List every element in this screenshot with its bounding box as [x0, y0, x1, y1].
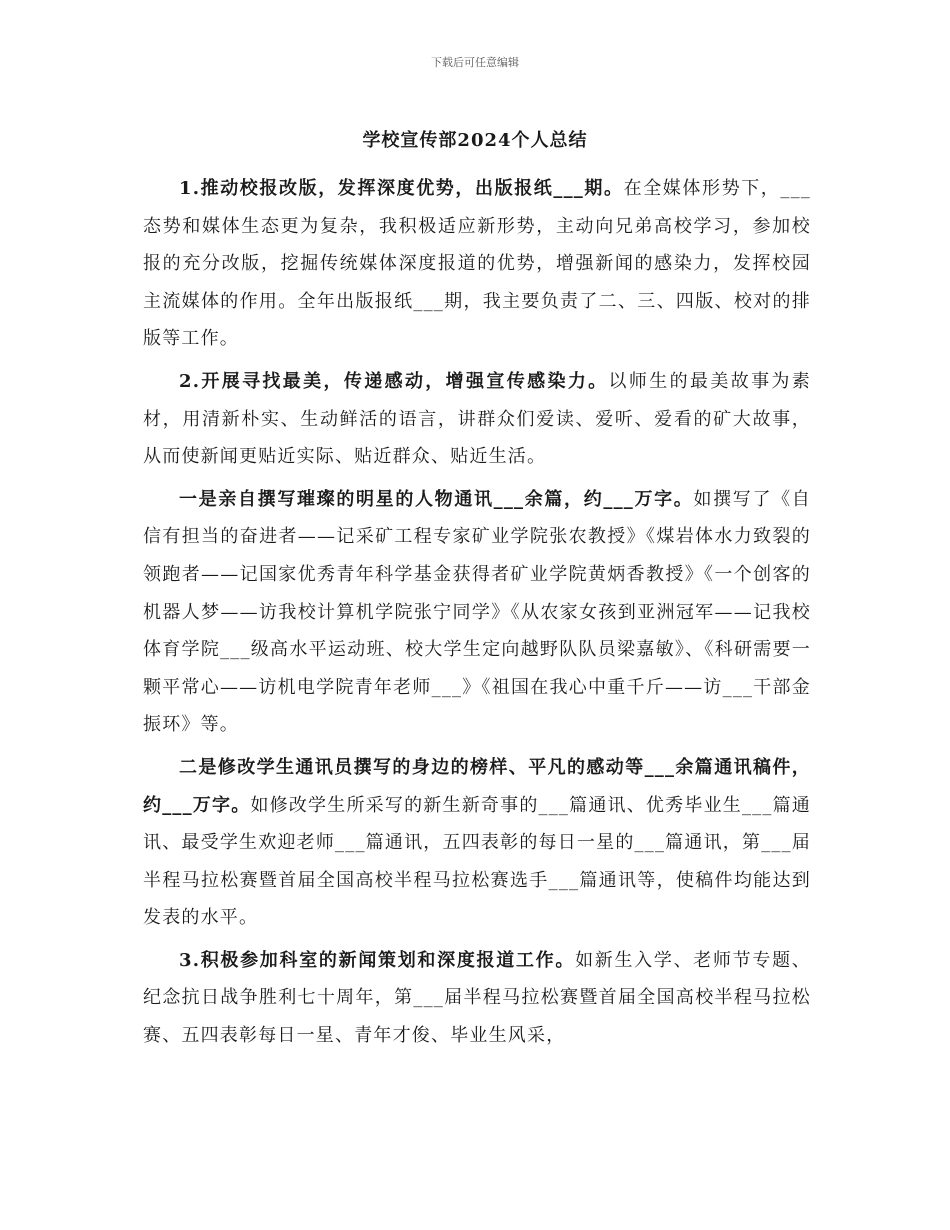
- paragraph-lead: 2.开展寻找最美，传递感动，增强宣传感染力。: [179, 370, 609, 392]
- header-note: 下载后可任意编辑: [431, 56, 519, 69]
- paragraph-lead: 一是亲自撰写璀璨的明星的人物通讯___余篇，约___万字。: [179, 488, 694, 510]
- paragraph-text: 以师生的最美故事为素材，用清新朴实、生动鲜活的语言，讲群众们爱读、爱听、爱看的矿大故事，从而使新闻更贴近实际、贴近群众、贴近生活。: [143, 370, 811, 468]
- paragraph-text: 如撰写了《自信有担当的奋进者——记采矿工程专家矿业学院张农教授》《煤岩体水力致裂的领跑者——记国家优秀青年科学基金获得者矿业学院黄炳香教授》《一个创客的机器人梦——访我校计算机学院张宁同学》《从农家女孩到亚洲冠军——记我校体育学院___级高水平运动班、校大学生定向越野队队员梁嘉敏》、《科研需要一颗平常心——访机电学院青年老师___》《祖国在我心中重千斤——访___干部金振环》等。: [143, 488, 811, 736]
- paragraph: [143, 481, 811, 744]
- paragraph: [143, 749, 811, 937]
- paragraph-lead: 3.积极参加科室的新闻策划和深度报道工作。: [179, 949, 576, 971]
- paragraph-lead: 1.推动校报改版，发挥深度优势，出版报纸___期。: [179, 178, 624, 199]
- document-title: 学校宣传部2024个人总结: [362, 130, 588, 151]
- paragraph-text: 如修改学生所采写的新生新奇事的___篇通讯、优秀毕业生___篇通讯、最受学生欢迎老师___篇通讯，五四表彰的每日一星的___篇通讯，第___届半程马拉松赛暨首届全国高校半程马拉松赛选手___篇通讯等，使稿件均能达到发表的水平。: [143, 794, 811, 929]
- paragraph-lead: 二是修改学生通讯员撰写的身边的榜样、平凡的感动等___余篇通讯稿件，约___万字。: [143, 756, 811, 816]
- paragraph: [143, 363, 811, 476]
- paragraph-text: 如新生入学、老师节专题、纪念抗日战争胜利七十周年，第___届半程马拉松赛暨首届全国高校半程马拉松赛、五四表彰每日一星、青年才俊、毕业生风采，: [143, 949, 811, 1047]
- paragraph: [143, 942, 811, 1055]
- paragraph-text: 在全媒体形势下，___态势和媒体生态更为复杂，我积极适应新形势，主动向兄弟高校学习，参加校报的充分改版，挖掘传统媒体深度报道的优势，增强新闻的感染力，发挥校园主流媒体的作用。全年出版报纸___期，我主要负责了二、三、四版、校对的排版等工作。: [143, 178, 811, 350]
- paragraph: [143, 170, 811, 358]
- document-body: [143, 170, 811, 1060]
